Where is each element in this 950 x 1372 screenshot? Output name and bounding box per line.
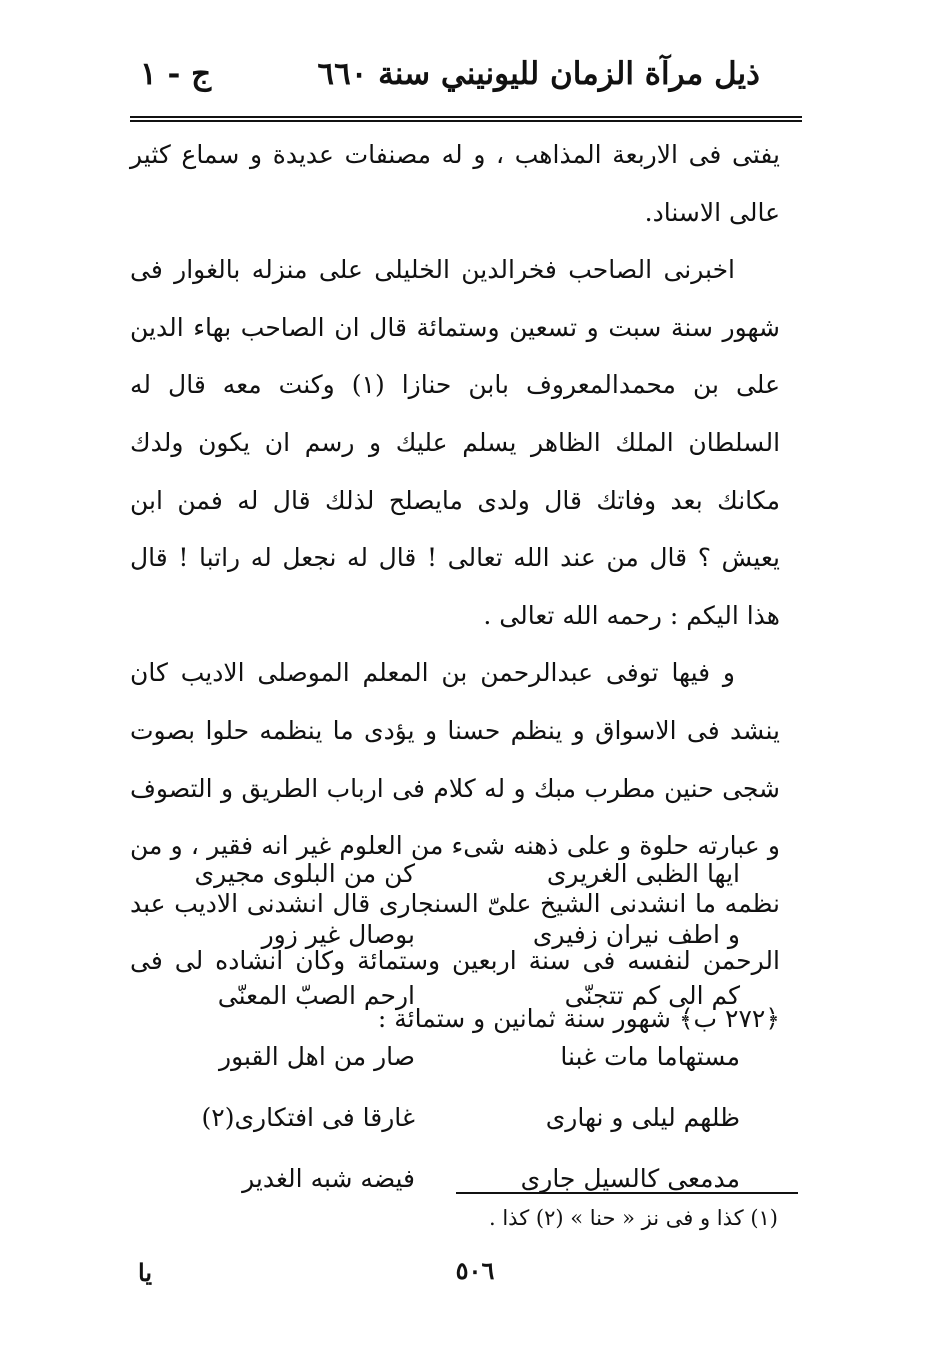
hemistich-second: فيضه شبه الغدير [242,1164,415,1193]
poem-verse [180,1092,740,1153]
text-line: سبت و تسعين وستمائة قال ان الصاحب بهاء الدين على بن محمدالمعروف [130,312,780,400]
running-title: ذيل مرآة الزمان لليونيني سنة ٦٦٠ [317,56,760,92]
text-line: قال انشدنى الاديب عبد الرحمن لنفسه فى سنة اربعين وستمائة وكان [130,888,780,976]
hemistich-first: ايها الظبى الغريرى [546,859,740,888]
page-number: ٥٠٦ [455,1256,495,1285]
poem [180,848,740,1214]
header-double-rule [130,116,802,122]
text-line: بابن حنازا (١) وكنت معه قال له السلطان الملك الظاهر يسلم عليك و رسم [130,370,781,457]
hemistich-first: و اطف نيران زفيرى [532,920,740,949]
text-line: اليكم : رحمه الله تعالى . [483,600,739,630]
text-line: ان يكون ولدك مكانك بعد وفاتك قال ولدى مايصلح لذلك قال له فمن [130,427,780,515]
text-line: انشاده لى فى ﴿٢٧٢ ب﴾ شهور سنة ثمانين و ستمائة : [130,946,780,1033]
paragraph-1 [130,126,780,241]
text-line: يفتى فى الاربعة المذاهب ، و له مصنفات عديدة و سماع كثير عالى الاسناد. [130,140,780,227]
text-line: و فيها توفى عبدالرحمن بن المعلم الموصلى الاديب كان ينشد فى [130,658,780,745]
hemistich-second: صار من اهل القبور [219,1042,415,1071]
text-line: ابن يعيش ؟ قال من عند الله تعالى ! قال له نجعل له راتبا ! قال هذا [130,485,780,630]
footnote-rule [456,1192,798,1194]
text-line: شىء من العلوم غير انه فقير ، و من نظمه ما انشدنى الشيخ علىّ السنجارى [130,831,781,918]
hemistich-second: ارحم الصبّ المعنّى [217,981,415,1010]
paragraph-2 [130,241,780,644]
poem-verse [180,1031,740,1092]
volume-number: ج - ١ [140,56,212,92]
text-line: مبك و له كلام فى ارباب الطريق و التصوف و عبارته حلوة و على ذهنه [130,773,780,861]
hemistich-second: غارقا فى افتكارى(٢) [201,1103,415,1132]
poem-verse [180,848,740,909]
hemistich-first: ظلهم ليلى و نهارى [545,1103,740,1132]
poem-verse [180,909,740,970]
text-line: الاسواق و ينظم حسنا و يؤدى ما ينظمه حلوا بصوت شجى حنين مطرب [130,715,780,803]
poem-verse [180,1153,740,1214]
footnotes: (١) كذا و فى نز « حنا » (٢) كذا . [488,1206,778,1230]
hemistich-second: بوصال غير زور [261,920,415,949]
hemistich-first: مستهاما مات غبنا [560,1042,740,1071]
hemistich-second: كن من البلوى مجيرى [194,859,415,888]
poem-verse [180,970,740,1031]
hemistich-first: كم الى كم تتجنّى [564,981,740,1010]
text-line: اخبرنى الصاحب فخرالدين الخليلى على منزله بالغوار فى شهور سنة [130,255,780,342]
signature-mark: يا [138,1258,152,1287]
hemistich-first: مدمعى كالسيل جارى [520,1164,740,1193]
